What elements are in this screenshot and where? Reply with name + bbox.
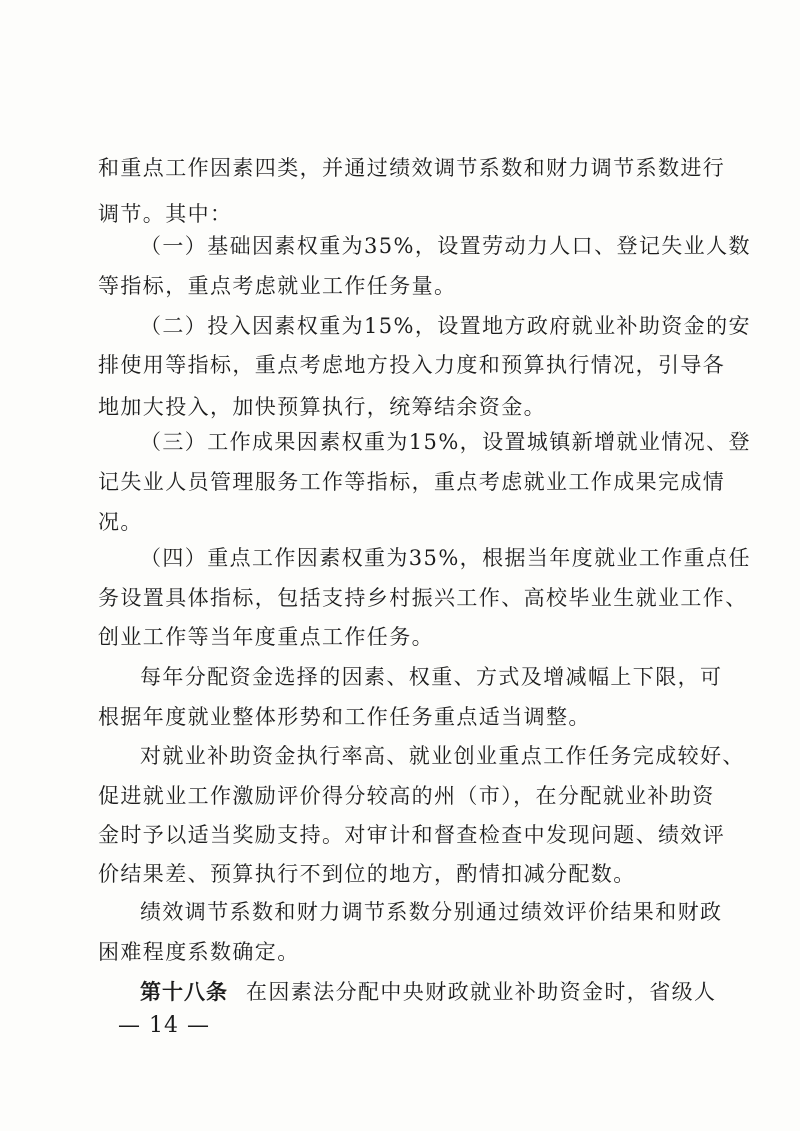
paragraph-line: 绩效调节系数和财力调节系数分别通过绩效评价结果和财政 [140, 900, 723, 924]
paragraph-line: 对就业补助资金执行率高、就业创业重点工作任务完成较好、 [140, 744, 745, 768]
text-line: 况。 [98, 510, 143, 534]
text-line: 和重点工作因素四类，并通过绩效调节系数和财力调节系数进行 [98, 156, 726, 180]
paragraph-line: 每年分配资金选择的因素、权重、方式及增减幅上下限，可 [140, 665, 723, 689]
paragraph-line: （四）重点工作因素权重为35%，根据当年度就业工作重点任 [140, 546, 751, 570]
text-line: 记失业人员管理服务工作等指标，重点考虑就业工作成果完成情 [98, 470, 726, 494]
text-line: 务设置具体指标，包括支持乡村振兴工作、高校毕业生就业工作、 [98, 586, 748, 610]
text-line: 地加大投入，加快预算执行，统筹结余资金。 [98, 395, 546, 419]
text-line: 调节。其中： [98, 202, 233, 226]
article-line [140, 977, 717, 1007]
text-line: 金时予以适当奖励支持。对审计和督查检查中发现问题、绩效评 [98, 823, 726, 847]
text-line: 价结果差、预算执行不到位的地方，酌情扣减分配数。 [98, 862, 636, 886]
article-number: 第十八条 [140, 980, 228, 1004]
paragraph-line: （一）基础因素权重为35%，设置劳动力人口、登记失业人数 [140, 234, 751, 258]
text-line: 根据年度就业整体形势和工作任务重点适当调整。 [98, 705, 591, 729]
text-line: 创业工作等当年度重点工作任务。 [98, 625, 434, 649]
text-line: 困难程度系数确定。 [98, 940, 300, 964]
text-line: 等指标，重点考虑就业工作任务量。 [98, 274, 457, 298]
text-line: 促进就业工作激励评价得分较高的州（市），在分配就业补助资 [98, 784, 715, 808]
page-number: — 14 — [118, 1013, 210, 1038]
article-text: 在因素法分配中央财政就业补助资金时，省级人 [246, 980, 717, 1004]
text-line: 排使用等指标，重点考虑地方投入力度和预算执行情况，引导各 [98, 353, 726, 377]
paragraph-line: （二）投入因素权重为15%，设置地方政府就业补助资金的安 [140, 314, 751, 338]
paragraph-line: （三）工作成果因素权重为15%，设置城镇新增就业情况、登 [140, 430, 751, 454]
